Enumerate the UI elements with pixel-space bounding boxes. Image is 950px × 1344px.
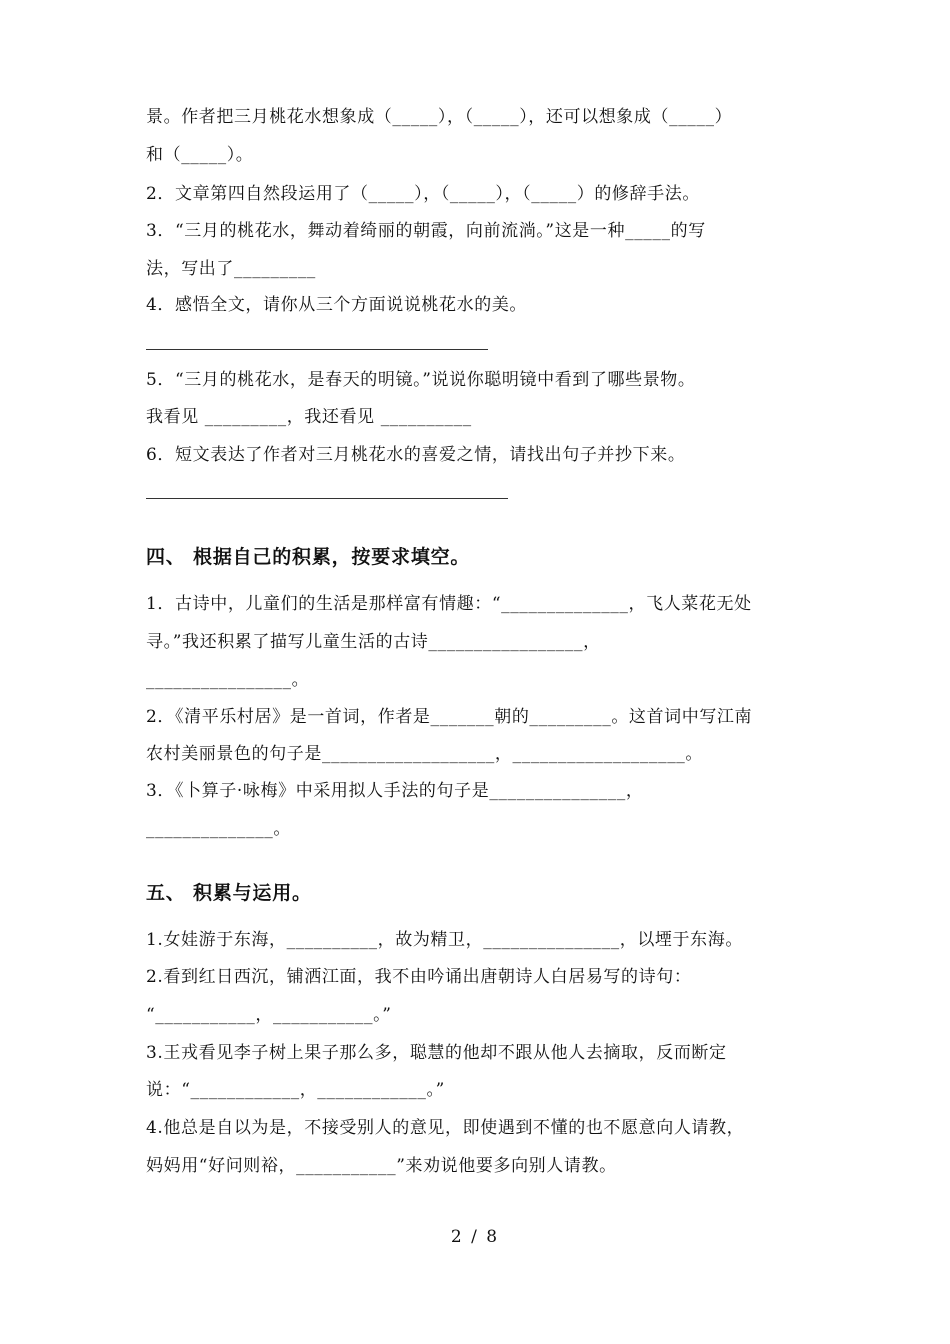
s5-q4-line2: 妈妈用“好问则裕，___________”来劝说他要多向别人请教。 [146,1156,617,1176]
s3-q1-line1: 景。作者把三月桃花水想象成（_____），（_____），还可以想象成（_____） [146,107,733,127]
s5-q4-line1: 4.他总是自以为是，不接受别人的意见，即使遇到不懂的也不愿意向人请教， [146,1118,745,1138]
s5-q3-line2: 说：“____________，____________。” [146,1080,445,1100]
s4-q3-line2: ______________。 [146,819,291,839]
s5-q1: 1.女娃游于东海，__________，故为精卫，_______________，以堙于东海。 [146,930,743,950]
section4-heading: 四、 根据自己的积累，按要求填空。 [146,546,471,568]
s5-q3-line1: 3.王戎看见李子树上果子那么多，聪慧的他却不跟从他人去摘取，反而断定 [146,1043,727,1063]
page-number: 2 / 8 [450,1227,500,1247]
s3-q1-line2: 和（_____）。 [146,145,254,165]
s4-q1-line1: 1．古诗中，儿童们的生活是那样富有情趣：“______________，飞人菜花无处 [146,594,752,614]
s5-q2-line2: “___________，___________。” [146,1005,392,1025]
s4-q3-line1: 3．《卜算子·咏梅》中采用拟人手法的句子是_______________， [146,781,644,801]
s3-q3-line1: 3．“三月的桃花水，舞动着绮丽的朝霞，向前流淌。”这是一种_____的写 [146,221,706,241]
s3-q3-line2: 法，写出了_________ [146,259,316,279]
s3-q5-line1: 5．“三月的桃花水，是春天的明镜。”说说你聪明镜中看到了哪些景物。 [146,370,696,390]
s3-q6: 6．短文表达了作者对三月桃花水的喜爱之情，请找出句子并抄下来。 [146,445,686,465]
s3-q4-answer-line [146,349,488,350]
s3-q6-answer-line [146,498,508,499]
s3-q5-line2: 我看见 _________，我还看见 __________ [146,407,472,427]
s4-q1-line3: ________________。 [146,670,310,690]
section5-heading: 五、 积累与运用。 [146,882,312,904]
s4-q2-line1: 2．《清平乐村居》是一首词，作者是_______朝的_________。这首词中写江南 [146,707,753,727]
s5-q2-line1: 2.看到红日西沉，铺洒江面，我不由吟诵出唐朝诗人白居易写的诗句： [146,967,692,987]
s4-q2-line2: 农村美丽景色的句子是___________________，___________________。 [146,744,703,764]
s4-q1-line2: 寻。”我还积累了描写儿童生活的古诗_________________， [146,632,601,652]
s3-q2: 2．文章第四自然段运用了（_____），（_____），（_____）的修辞手法。 [146,184,700,204]
s3-q4: 4．感悟全文，请你从三个方面说说桃花水的美。 [146,295,528,315]
